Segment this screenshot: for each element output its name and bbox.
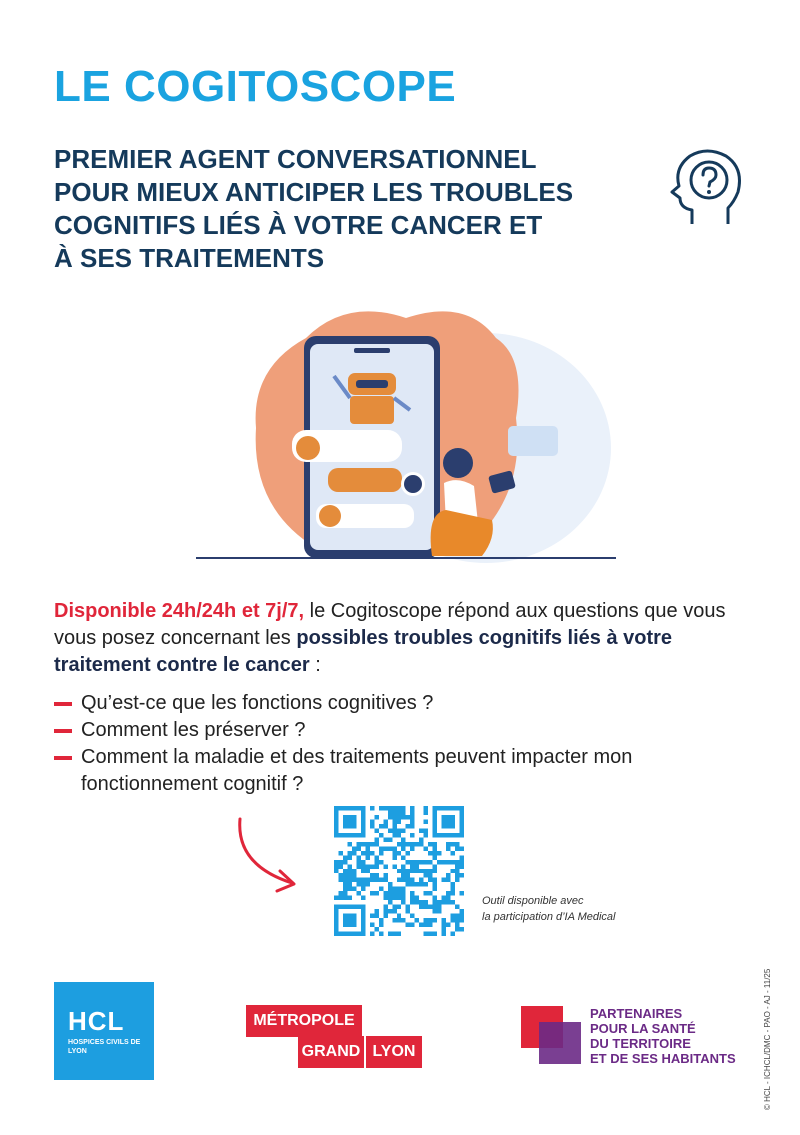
partenaires-logo-icon [521, 1006, 583, 1066]
list-item-text: Qu’est-ce que les fonctions cognitives ? [81, 692, 434, 714]
arrow-icon [230, 815, 305, 895]
dash-icon [54, 702, 72, 706]
list-item-text: Comment les préserver ? [81, 719, 306, 741]
subtitle [54, 143, 654, 275]
list-item [54, 717, 754, 744]
metropole-logo-grand: GRAND [298, 1036, 364, 1068]
metropole-logo-lyon: LYON [366, 1036, 422, 1068]
qr-caption [482, 893, 682, 925]
partenaires-logo-text [590, 1006, 770, 1066]
subtitle-line: POUR MIEUX ANTICIPER LES TROUBLES [54, 177, 574, 207]
subtitle-line: PREMIER AGENT CONVERSATIONNEL [54, 144, 537, 174]
dash-icon [54, 756, 72, 760]
intro-text-end: : [309, 654, 321, 676]
page-title: LE COGITOSCOPE [54, 62, 457, 111]
qr-caption-line: Outil disponible avec [482, 895, 584, 907]
question-list [54, 690, 754, 798]
list-item-text: Comment la maladie et des traitements peuvent impacter mon fonctionnement cognitif ? [81, 746, 633, 795]
partenaires-line: PARTENAIRES [590, 1006, 683, 1021]
hcl-logo-subtitle: HOSPICES CIVILS DE LYON [68, 1039, 141, 1055]
subtitle-line: À SES TRAITEMENTS [54, 243, 325, 273]
intro-paragraph [54, 598, 764, 679]
list-item [54, 690, 754, 717]
qr-caption-line: la participation d’IA Medical [482, 911, 616, 923]
list-item [54, 744, 754, 798]
hcl-logo-name: HCL [68, 1006, 125, 1036]
partenaires-line: DU TERRITOIRE [590, 1036, 691, 1051]
dash-icon [54, 729, 72, 733]
subtitle-line: COGNITIFS LIÉS À VOTRE CANCER ET [54, 210, 543, 240]
intro-text: le Cogitoscope répond aux questions que vous vous posez concernant les [54, 600, 726, 649]
qr-code[interactable] [334, 806, 464, 936]
intro-bold-text: possibles troubles cognitifs liés à votre traitement contre le cancer [54, 627, 673, 676]
availability-highlight: Disponible 24h/24h et 7j/7, [54, 600, 305, 622]
chatbot-illustration [196, 298, 616, 563]
hcl-logo [54, 982, 154, 1080]
head-question-icon [662, 148, 750, 228]
metropole-logo-line1: MÉTROPOLE [246, 1005, 362, 1037]
partenaires-line: POUR LA SANTÉ [590, 1021, 696, 1036]
credit-text: © HCL - ICHCL/DMC - PAO - AJ - 11/25 [763, 968, 772, 1110]
partenaires-line: ET DE SES HABITANTS [590, 1051, 736, 1066]
